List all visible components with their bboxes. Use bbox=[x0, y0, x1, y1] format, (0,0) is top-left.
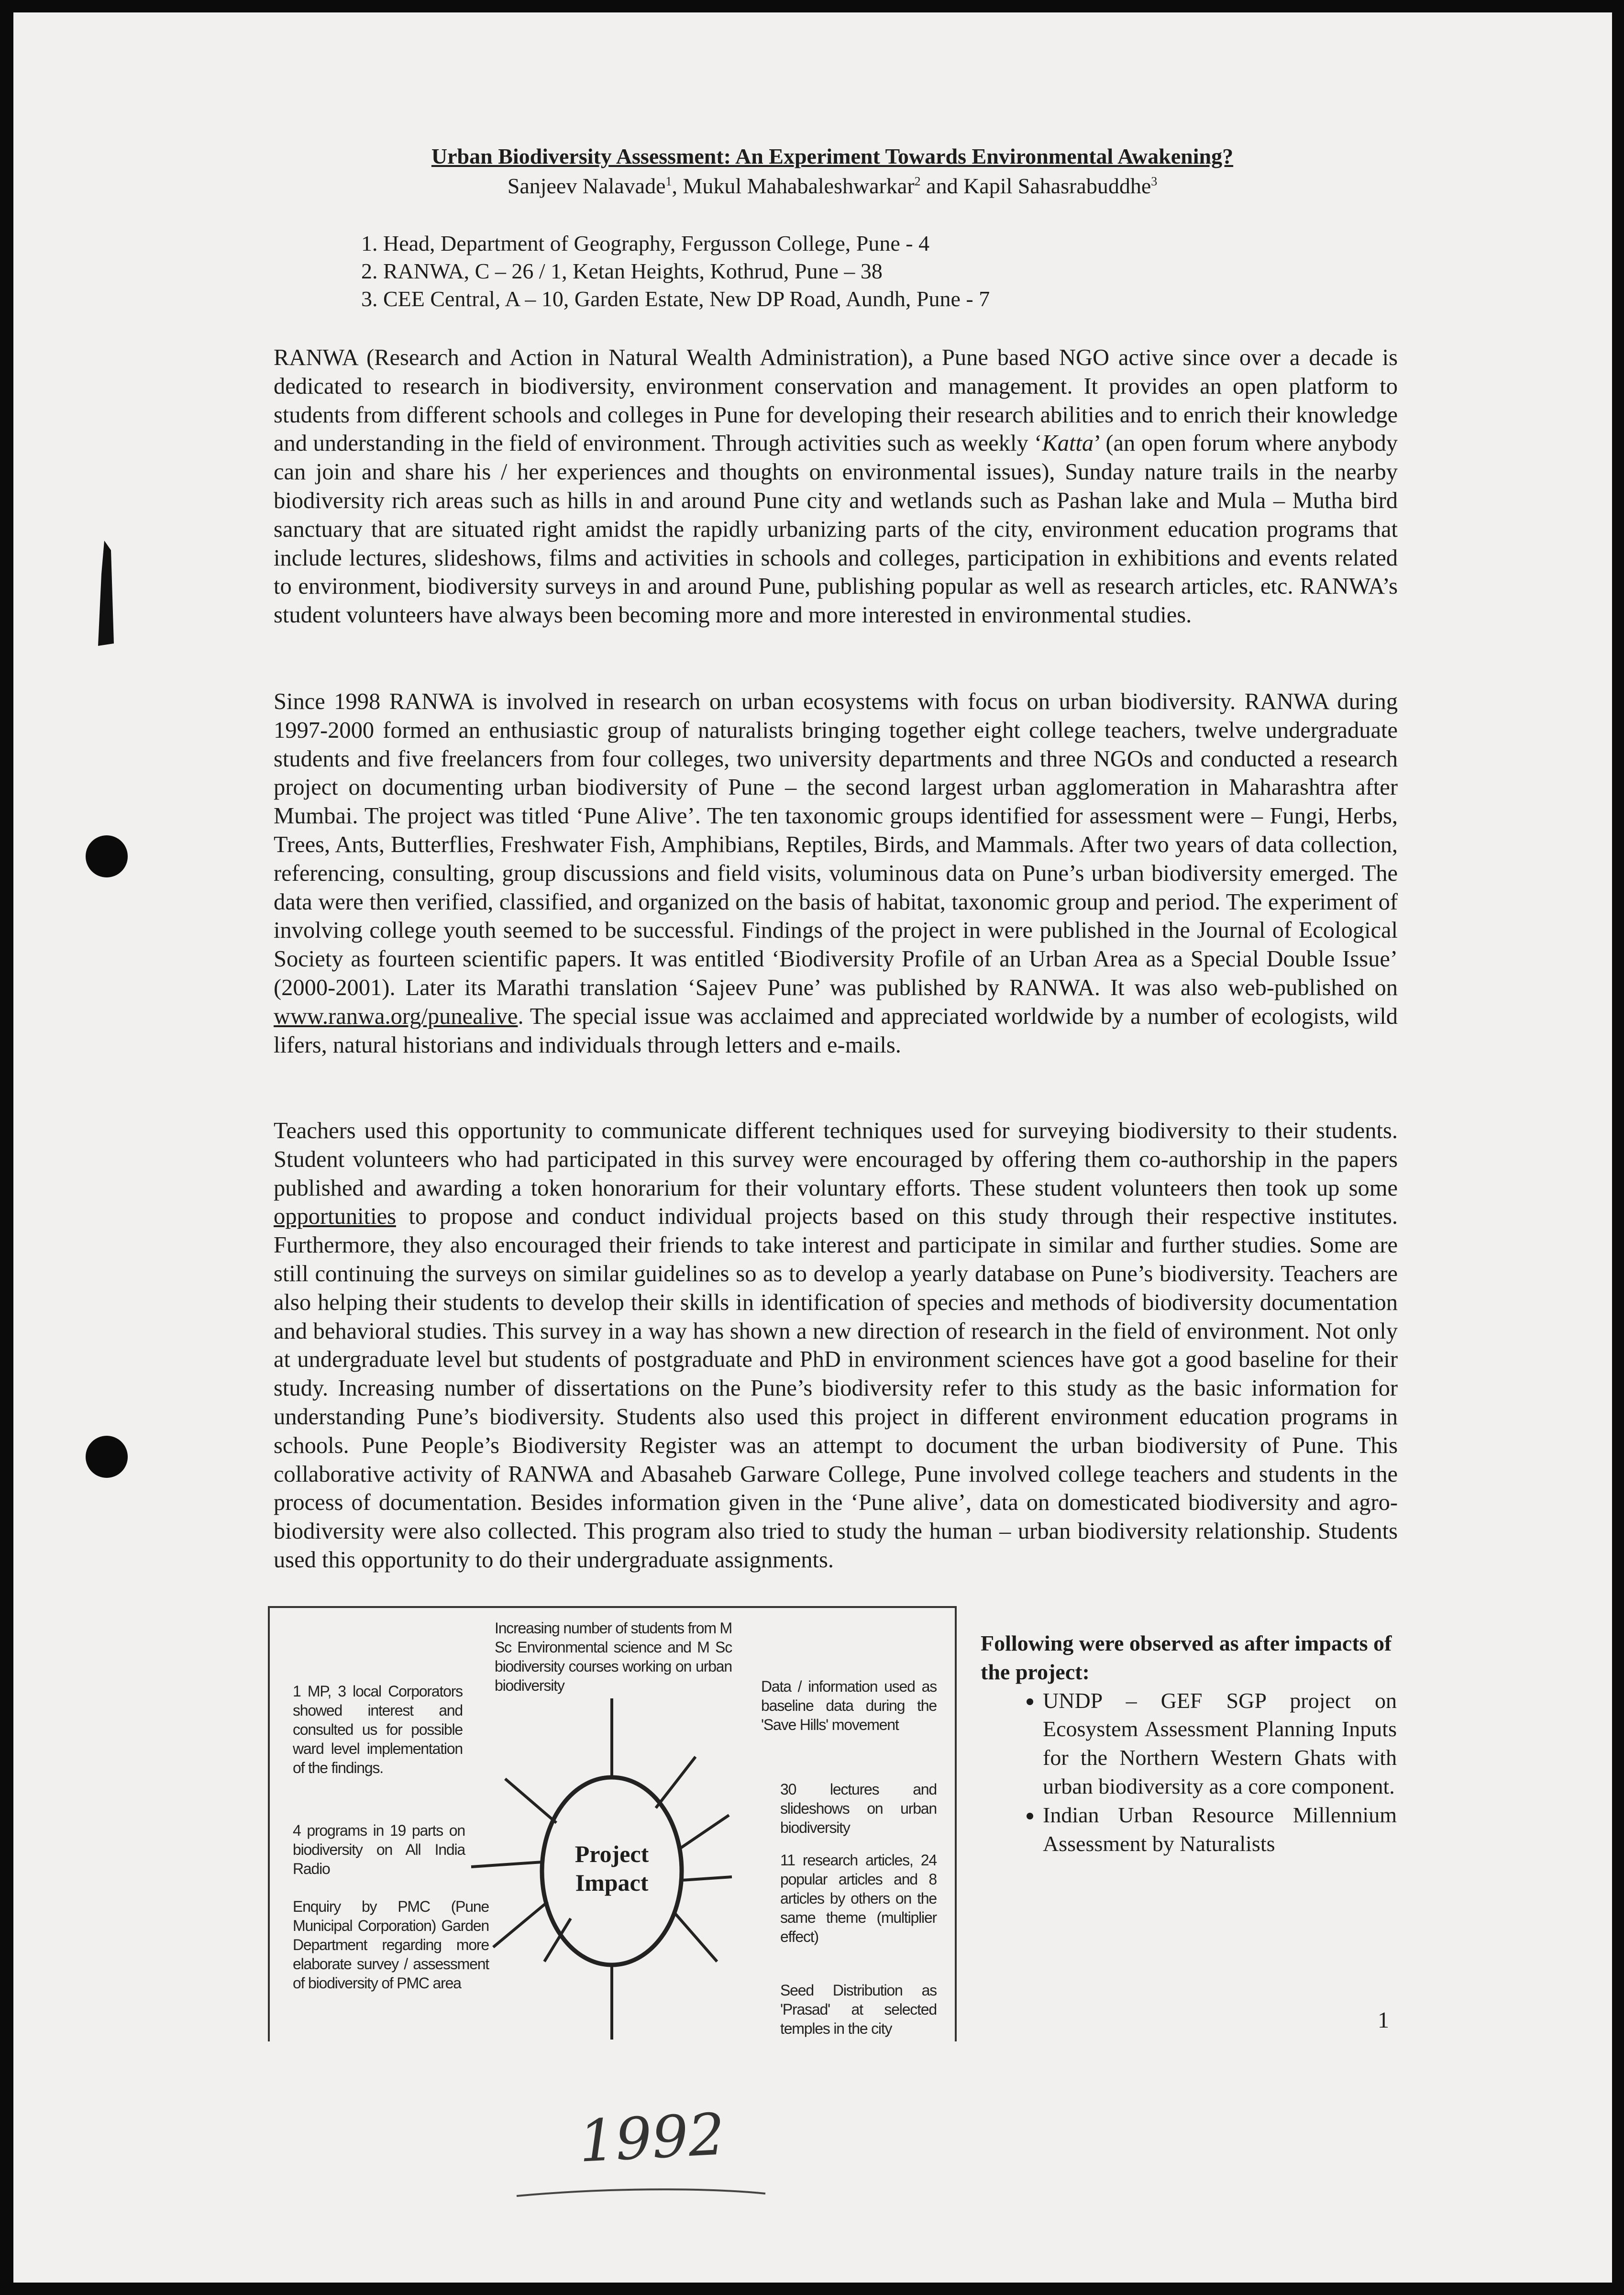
diagram-label-left: 4 programs in 19 parts on biodiversity on All India Radio bbox=[293, 1822, 465, 1877]
paper-title-text: Urban Biodiversity Assessment: An Experiment Towards Environmental Awakening? bbox=[431, 144, 1234, 168]
author-separator: , bbox=[672, 174, 683, 198]
body-paragraph-2 bbox=[274, 687, 1398, 1059]
observations-section bbox=[981, 1629, 1397, 1858]
observation-item: • Indian Urban Resource Millennium Assessment by Naturalists bbox=[1043, 1801, 1397, 1858]
punch-hole-lower bbox=[86, 1436, 128, 1478]
page-number: 1 bbox=[1378, 2007, 1389, 2033]
text: . The special issue was acclaimed and appreciated worldwide by a number of ecologists, wild lifers, natural historians and individuals through letters and e-mails. bbox=[274, 1003, 1398, 1058]
text: to propose and conduct individual projects based on this study through their respective institutes. Furthermore, they also encouraged their friends to take interest and participate in similar and further studies. Some are still continuing the surveys on similar guidelines so as to develop a yearly database on Pune’s biodiversity. Teachers are also helping their students to develop their skills in identification of species and methods of biodiversity documentation and behavioral studies. This survey in a way has shown a new direction of research in the field of environment. Not only at undergraduate level but students of postgraduate and PhD in environment sciences have got a good baseline for their study. Increasing number of dissertations on the Pune’s biodiversity refer to this study as the basic information for understanding Pune’s biodiversity. Students also used this project in different environment education programs in schools. Pune People’s Biodiversity Register was an attempt to document the urban biodiversity of Pune. This collaborative activity of RANWA and Abasaheb Garware College, Pune involved college teachers and students in the process of documentation. Besides information given in the ‘Pune alive’, data on domesticated biodiversity and agro-biodiversity were also collected. This program also tried to study the human – urban biodiversity relationship. Students used this opportunity to do their undergraduate assignments. bbox=[274, 1204, 1398, 1573]
author-name: Sanjeev Nalavade bbox=[507, 174, 666, 198]
author-name: Mukul Mahabaleshwarkar bbox=[683, 174, 915, 198]
author-separator: and bbox=[920, 174, 964, 198]
affiliation: 2. RANWA, C – 26 / 1, Ketan Heights, Kothrud, Pune – 38 bbox=[361, 259, 883, 283]
ranwa-punealive-link[interactable]: www.ranwa.org/punealive bbox=[274, 1003, 518, 1029]
observations-heading: Following were observed as after impacts of the project: bbox=[981, 1631, 1392, 1684]
author-affiliation-mark: 3 bbox=[1151, 174, 1158, 188]
affiliation: 1. Head, Department of Geography, Fergusson College, Pune - 4 bbox=[361, 231, 930, 255]
author-name: Kapil Sahasrabuddhe bbox=[963, 174, 1151, 198]
diagram-label-right: Data / information used as baseline data during the 'Save Hills' movement bbox=[761, 1678, 937, 1733]
body-paragraph-1 bbox=[274, 344, 1398, 630]
paper-tear-mark bbox=[98, 541, 114, 646]
handwritten-underline bbox=[517, 2189, 765, 2196]
text: ’ (an open forum where anybody can join and share his / her experiences and thoughts on environmental issues), Sunday nature trails in the nearby biodiversity rich areas such as hills in and around Pune city and wetlands such as Pashan lake and Mula – Mutha bird sanctuary that are situated right amidst the rapidly urbanizing parts of the city, environment education programs that include lectures, slideshows, films and activities in schools and colleges, participation in exhibitions and events related to environment, biodiversity surveys in and around Pune, publishing popular as well as research articles, etc. RANWA’s student volunteers have always been becoming more and more interested in environmental studies. bbox=[274, 431, 1398, 628]
punch-hole-upper bbox=[86, 835, 128, 877]
text: RANWA (Research and Action in Natural Wealth Administration), a Pune based NGO active since over a decade is dedicated to research in biodiversity, environment conservation and management. It provides an open platform to students from different schools and colleges in Pune for developing their research abilities and to enrich their knowledge and understanding in the field of environment. Through activities such as weekly ‘ bbox=[274, 345, 1398, 456]
diagram-label-right: 11 research articles, 24 popular articles and 8 articles by others on the same theme (multiplier effect) bbox=[780, 1852, 937, 1945]
diagram-label-right: Seed Distribution as 'Prasad' at selected temples in the city bbox=[780, 1982, 937, 2037]
handwritten-year: 1992 bbox=[577, 2101, 727, 2175]
author-affiliation-mark: 2 bbox=[914, 174, 921, 188]
body-paragraph-3 bbox=[274, 1117, 1398, 1574]
paper-title bbox=[268, 144, 1397, 169]
affiliation: 3. CEE Central, A – 10, Garden Estate, New DP Road, Aundh, Pune - 7 bbox=[361, 287, 990, 311]
diagram-label-left: Enquiry by PMC (Pune Municipal Corporation) Garden Department regarding more elaborate survey / assessment of biodiversity of PMC area bbox=[293, 1898, 489, 1992]
diagram-label-left: 1 MP, 3 local Corporators showed interest and consulted us for possible ward level implementation of the findings. bbox=[293, 1683, 463, 1776]
katta-term: Katta bbox=[1042, 431, 1094, 456]
center-label-line: Impact bbox=[575, 1869, 649, 1896]
project-impact-center-label bbox=[559, 1840, 664, 1897]
center-label-line: Project bbox=[574, 1840, 649, 1867]
diagram-label-right: 30 lectures and slideshows on urban biodiversity bbox=[780, 1781, 937, 1836]
author-affiliation-mark: 1 bbox=[665, 174, 672, 188]
text: Since 1998 RANWA is involved in research on urban ecosystems with focus on urban biodiversity. RANWA during 1997-2000 formed an enthusiastic group of naturalists bringing together eight college teachers, twelve undergraduate students and five freelancers from four colleges, two university departments and three NGOs and conducted a research project on documenting urban biodiversity of Pune – the second largest urban agglomeration in Maharashtra after Mumbai. The project was titled ‘Pune Alive’. The ten taxonomic groups identified for assessment were – Fungi, Herbs, Trees, Ants, Butterflies, Freshwater Fish, Amphibians, Reptiles, Birds, and Mammals. After two years of data collection, referencing, consulting, group discussions and field visits, voluminous data on Pune’s urban biodiversity emerged. The data were then verified, classified, and organized on the basis of habitat, taxonomic group and period. The experiment of involving college youth seemed to be successful. Findings of the project in were published in the Journal of Ecological Society as fourteen scientific papers. It was entitled ‘Biodiversity Profile of an Urban Area as a Special Double Issue’ (2000-2001). Later its Marathi translation ‘Sajeev Pune’ was published by RANWA. It was also web-published on bbox=[274, 689, 1398, 1000]
underlined-term: opportunities bbox=[274, 1204, 396, 1230]
diagram-label-top: Increasing number of students from M Sc Environmental science and M Sc biodiversity courses working on urban biodiversity bbox=[495, 1619, 732, 1694]
text: Teachers used this opportunity to communicate different techniques used for surveying biodiversity to their students. Student volunteers who had participated in this survey were encouraged by offering them co-authorship in the papers published and awarding a token honorarium for their voluntary efforts. These student volunteers then took up some bbox=[274, 1118, 1398, 1201]
author-list bbox=[268, 173, 1397, 199]
observations-list bbox=[981, 1686, 1397, 1858]
observation-item: • UNDP – GEF SGP project on Ecosystem Assessment Planning Inputs for the Northern Western Ghats with urban biodiversity as a core component. bbox=[1043, 1686, 1397, 1801]
